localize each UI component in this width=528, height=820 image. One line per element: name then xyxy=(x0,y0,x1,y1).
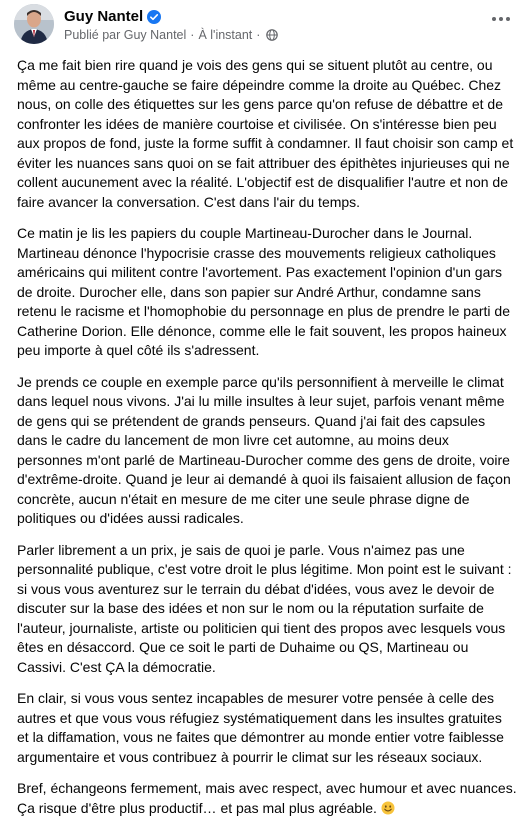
author-avatar[interactable] xyxy=(14,4,54,44)
meta-separator: · xyxy=(190,28,195,42)
post-paragraph: Ce matin je lis les papiers du couple Martineau-Durocher dans le Journal. Martineau dénonce l'hypocrisie crasse des mouvements religieux catholiques américains qui militent contre l'avortement. Pas exactement l'opinion d'un gars de droite. Durocher elle, dans son papier sur André Arthur, condamne sans retenu le racisme et l'homophobie du personnage en plus de prendre le parti de Catherine Dorion. Elle dénonce, comme elle le fait souvent, les propos haineux peu importe à quel côté ils s'adressent. xyxy=(17,225,510,358)
smiling-face-emoji-icon xyxy=(381,801,395,815)
post-paragraph: Parler librement a un prix, je sais de quoi je parle. Vous n'aimez pas une personnalité publique, c'est votre droit le plus légitime. Mon point est le suivant : si vous vous aventurez sur le terrain du débat d'idées, vous avez le devoir de discuter sur la base des idées et non sur le nom ou la réputation surfaite de l'auteur, journaliste, artiste ou politicien qui tient des propos avec lesquels vous êtes en désaccord. Que ce soit le parti de Duhaime ou QS, Martineau ou Cassivi. C'est ÇA la démocratie. xyxy=(17,541,512,675)
post-timestamp[interactable]: À l'instant xyxy=(198,28,253,42)
author-name-row xyxy=(64,8,161,25)
globe-icon xyxy=(266,29,278,41)
verified-badge-icon xyxy=(147,10,161,24)
published-by: Publié par Guy Nantel xyxy=(64,28,187,42)
post-meta xyxy=(64,28,278,42)
meta-separator-2: · xyxy=(256,28,261,42)
more-options-icon[interactable] xyxy=(488,10,514,28)
post-header xyxy=(0,0,528,48)
post-paragraph: Ça me fait bien rire quand je vois des gens qui se situent plutôt au centre, ou même au centre-gauche se faire dépeindre comme la droite au Québec. Chez nous, on colle des étiquettes sur les gens parce qu'on refuse de débattre et de confronter les idées de manière courtoise et civilisée. On s'intéresse bien peu aux propos de fond, juste la forme suffit à condamner. Il faut choisir son camp et éviter les nuances sans quoi on se fait attribuer des épithètes injurieuses qui ne collent aucunement avec la réalité. L'objectif est de disqualifier l'autre et non de faire avancer la conversation. C'est dans l'air du temps. xyxy=(17,57,514,210)
post-body xyxy=(17,56,517,818)
post-paragraph: Je prends ce couple en exemple parce qu'ils personnifient à merveille le climat dans lequel nous vivons. J'ai lu mille insultes à leur sujet, parfois venant même de gens qui se prétendent de grands penseurs. Quand j'ai fait des capsules dans le cadre du lancement de mon livre cet automne, au moins deux personnes m'ont parlé de Martineau-Durocher comme des gens de droite, voire d'extrême-droite. Quand je leur ai demandé à quoi ils faisaient allusion de façon concrète, aucun n'était en mesure de me citer une seule phrase digne de politiques ou d'idées aussi radicales. xyxy=(17,373,511,526)
post-paragraph-text: Bref, échangeons fermement, mais avec respect, avec humour et avec nuances. Ça risque d'être plus productif… et pas mal plus agréable. xyxy=(17,780,517,816)
post-paragraph: En clair, si vous vous sentez incapables de mesurer votre pensée à celle des autres et que vous vous réfugiez systématiquement dans les insultes gratuites et la diffamation, vous ne faites que démontrer au monde entier votre faiblesse argumentaire et vous contribuez à pourrir le climat sur les réseaux sociaux. xyxy=(17,690,504,765)
author-name[interactable]: Guy Nantel xyxy=(64,8,144,25)
post-paragraph-last xyxy=(17,779,517,818)
